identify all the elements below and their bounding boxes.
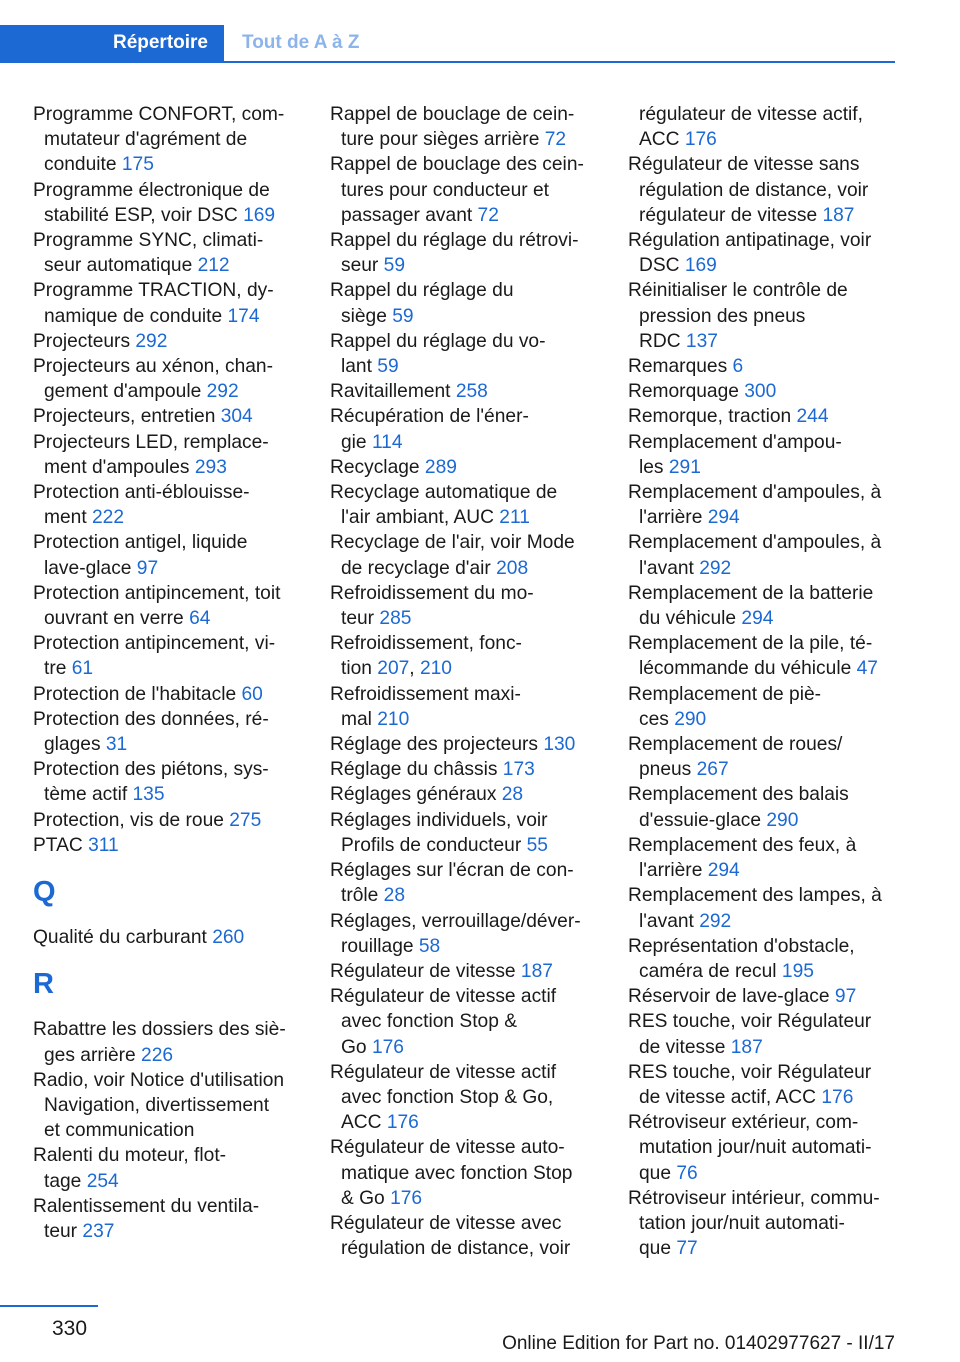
index-entry-text: Réinitialiser le contrôle de	[628, 280, 848, 302]
page-link[interactable]: 292	[699, 557, 732, 579]
index-entry-text: pression des pneus	[639, 305, 806, 327]
tab-tout-de-a-a-z[interactable]: Tout de A à Z	[242, 32, 360, 53]
index-entry	[628, 102, 898, 152]
index-entry-text: namique de conduite	[44, 305, 228, 327]
index-entry	[330, 152, 600, 228]
index-entry	[628, 833, 898, 883]
index-entry-text: Rappel du réglage du	[330, 280, 514, 302]
index-entry-text: Refroidissement maxi-	[330, 683, 521, 705]
index-entry	[628, 1060, 898, 1110]
page-link[interactable]: 176	[371, 1036, 404, 1058]
page-link[interactable]: 244	[796, 406, 829, 428]
index-entry-text: du véhicule	[639, 608, 742, 630]
index-entry-text: gie	[341, 431, 372, 453]
index-entry	[330, 530, 600, 580]
index-entry-text: Ralenti du moteur, flot-	[33, 1145, 227, 1167]
index-entry-text: matique avec fonction Stop	[341, 1162, 573, 1184]
index-column-2	[330, 102, 600, 1261]
index-entry	[33, 1068, 303, 1144]
index-entry-text: Ralentissement du ventila-	[33, 1195, 260, 1217]
index-entry	[330, 278, 600, 328]
index-entry	[33, 480, 303, 530]
index-entry-text: Rabattre les dossiers des siè-	[33, 1019, 286, 1041]
page-link[interactable]: 294	[707, 860, 740, 882]
index-entry-text: DSC	[639, 255, 685, 277]
page-link[interactable]: 72	[477, 204, 499, 226]
index-entry-text: Remorquage	[628, 381, 745, 403]
entries-p	[33, 102, 303, 858]
index-entry-text: l'arrière	[639, 860, 708, 882]
page-link[interactable]: 212	[197, 255, 230, 277]
page-link[interactable]: 289	[424, 456, 457, 478]
index-entry	[330, 455, 600, 480]
index-entry	[628, 228, 898, 278]
index-entry-text: l'avant	[639, 910, 700, 932]
index-entry-text: ges arrière	[44, 1044, 142, 1066]
index-entry-text: Refroidissement, fonc-	[330, 633, 522, 655]
page-link[interactable]: 300	[744, 381, 777, 403]
index-entry-text: Remplacement d'ampoules, à	[628, 482, 882, 504]
index-entry-text: que	[639, 1238, 677, 1260]
tab-bar	[0, 25, 895, 63]
index-entry-text: lant	[341, 356, 378, 378]
index-entry	[330, 682, 600, 732]
index-entry-text: tation jour/nuit automati-	[639, 1212, 845, 1234]
entries-q	[33, 925, 303, 950]
index-entry-text: Refroidissement du mo-	[330, 582, 534, 604]
index-entry-text: Protection antigel, liquide	[33, 532, 248, 554]
index-entry-text: Réglages généraux	[330, 784, 502, 806]
index-entry-text: rouillage	[341, 935, 419, 957]
index-entry: Refroidissement, fonc- tion 207, 210	[330, 633, 522, 680]
index-entry	[330, 984, 600, 1060]
page-link[interactable]: 176	[386, 1112, 419, 1134]
page-link[interactable]: 304	[220, 406, 253, 428]
page-link[interactable]: 293	[194, 456, 227, 478]
index-entry-text: passager avant	[341, 204, 478, 226]
page-link[interactable]: 28	[501, 784, 524, 806]
page-link[interactable]: 285	[379, 608, 412, 630]
index-entry-text: Représentation d'obstacle,	[628, 935, 855, 957]
index-entry-text: de vitesse actif, ACC	[639, 1086, 822, 1108]
index-entry	[330, 1211, 600, 1261]
page-link[interactable]: 311	[88, 834, 119, 856]
index-entry-text: Régulateur de vitesse sans	[628, 154, 860, 176]
index-entry-text: Réservoir de lave-glace	[628, 986, 835, 1008]
index-entry	[33, 278, 303, 328]
index-entry	[628, 883, 898, 933]
page-link[interactable]: 130	[543, 734, 576, 756]
index-entry	[330, 379, 600, 404]
index-column-3	[628, 102, 898, 1261]
index-entry-text: Réglages sur l'écran de con-	[330, 860, 574, 882]
page-number: 330	[52, 1317, 88, 1340]
index-entry-text: que	[639, 1162, 677, 1184]
index-entry	[330, 404, 600, 454]
index-entry-text: mutation jour/nuit automati-	[639, 1137, 872, 1159]
index-entry-text: Remplacement de roues/	[628, 734, 843, 756]
index-entry-text: Régulateur de vitesse actif	[330, 986, 557, 1008]
index-entry-text: Régulation antipatinage, voir	[628, 230, 872, 252]
index-entry-text: Régulateur de vitesse actif	[330, 1061, 557, 1083]
index-entry-text: siège	[341, 305, 393, 327]
page-link[interactable]: 210	[377, 708, 410, 730]
index-entry-text: Recyclage automatique de	[330, 482, 558, 504]
index-entry-text: seur automatique	[44, 255, 198, 277]
index-entry-text: Régulateur de vitesse avec	[330, 1212, 562, 1234]
tab-repertoire[interactable]	[0, 25, 224, 61]
index-entry	[33, 925, 303, 950]
page-link[interactable]: 294	[707, 507, 740, 529]
index-entry-text: Qualité du carburant	[33, 927, 213, 949]
index-entry-text: Rappel de bouclage de cein-	[330, 104, 575, 125]
index-entry-text: RES touche, voir Régulateur	[628, 1011, 872, 1033]
entries-r2	[330, 102, 600, 1261]
index-entry-text: Réglages individuels, voir	[330, 809, 548, 831]
page-link[interactable]: 135	[132, 784, 165, 806]
page-link[interactable]: 291	[668, 456, 701, 478]
index-entry-text: Remplacement des lampes, à	[628, 885, 882, 907]
index-entry	[628, 354, 898, 379]
index-entry-text: Récupération de l'éner-	[330, 406, 529, 428]
page-link[interactable]: 173	[502, 759, 535, 781]
page-link[interactable]: 187	[822, 204, 855, 226]
index-entry-text: Rappel du réglage du vo-	[330, 330, 546, 352]
index-entry-text: et communication	[44, 1120, 195, 1142]
index-entry-text: ACC	[639, 129, 685, 151]
page-link[interactable]: 76	[676, 1162, 698, 1184]
page-link[interactable]: 174	[227, 305, 260, 327]
index-entry-text: régulateur de vitesse	[639, 204, 823, 226]
index-entry	[330, 959, 600, 984]
index-entry-text: ACC	[341, 1112, 387, 1134]
page-link[interactable]: 175	[121, 154, 154, 176]
index-entry-text: Radio, voir Notice d'utilisation	[33, 1069, 285, 1091]
index-entry-text: régulation de distance, voir	[341, 1238, 571, 1260]
index-entry-text: tage	[44, 1170, 87, 1192]
page-link[interactable]: 237	[82, 1220, 115, 1242]
index-entry-text: Protection anti-éblouisse-	[33, 482, 250, 504]
page-link[interactable]: 275	[229, 809, 262, 831]
index-entry	[33, 833, 303, 858]
index-entry-text: tème actif	[44, 784, 133, 806]
index-entry	[33, 430, 303, 480]
index-entry	[33, 631, 303, 681]
page-link[interactable]: 254	[86, 1170, 119, 1192]
index-entry-text: gement d'ampoule	[44, 381, 207, 403]
index-entry-text: Remplacement de la batterie	[628, 582, 874, 604]
page-link[interactable]: 208	[496, 557, 529, 579]
index-entry-text: Rétroviseur extérieur, com-	[628, 1112, 859, 1134]
index-entry	[33, 1017, 303, 1067]
page-link[interactable]: 169	[243, 204, 276, 226]
index-entry	[628, 984, 898, 1009]
page-link[interactable]: 187	[730, 1036, 763, 1058]
index-entry	[33, 178, 303, 228]
index-entry-text: pneus	[639, 759, 697, 781]
index-entry-text: RES touche, voir Régulateur	[628, 1061, 872, 1083]
index-entry-text: glages	[44, 734, 106, 756]
index-entry-text: trôle	[341, 885, 384, 907]
page-link[interactable]: 187	[520, 960, 553, 982]
index-entry-text: teur	[341, 608, 380, 630]
index-entry	[628, 379, 898, 404]
page-link[interactable]: 176	[821, 1086, 854, 1108]
index-entry-text: Projecteurs au xénon, chan-	[33, 356, 273, 378]
index-entry-text: Réglage des projecteurs	[330, 734, 544, 756]
index-entry	[33, 808, 303, 833]
index-entry-text: Protection antipincement, vi-	[33, 633, 276, 655]
index-entry-text: Protection des données, ré-	[33, 708, 269, 730]
index-entry-text: régulateur de vitesse actif,	[639, 104, 863, 125]
index-entry-text: Projecteurs LED, remplace-	[33, 431, 269, 453]
page-link[interactable]: 260	[212, 927, 245, 949]
index-entry-text: Régulateur de vitesse auto-	[330, 1137, 565, 1159]
index-entry	[330, 329, 600, 379]
index-entry-text: caméra de recul	[639, 960, 782, 982]
index-entry	[628, 934, 898, 984]
index-entry-text: mutateur d'agrément de	[44, 129, 248, 151]
page-link[interactable]: 58	[418, 935, 441, 957]
page-link[interactable]: 59	[377, 356, 399, 378]
index-entry-text: Go	[341, 1036, 372, 1058]
index-entry	[330, 782, 600, 807]
index-entry	[330, 808, 600, 858]
page-link[interactable]: 60	[241, 683, 263, 705]
index-entry	[33, 757, 303, 807]
index-entry-text: Régulateur de vitesse	[330, 960, 521, 982]
index-entry-text: Remplacement de piè-	[628, 683, 822, 705]
page-link[interactable]: 77	[676, 1238, 698, 1260]
page-link[interactable]: 169	[684, 255, 717, 277]
index-column-1	[33, 102, 303, 1244]
entries-r3	[628, 102, 898, 1261]
page-link[interactable]: 292	[135, 330, 168, 352]
index-entry-text: Remplacement des feux, à	[628, 834, 857, 856]
index-entry-text: Recyclage de l'air, voir Mode	[330, 532, 575, 554]
index-entry	[330, 858, 600, 908]
index-entry	[628, 581, 898, 631]
index-entry	[330, 732, 600, 757]
page-link[interactable]: 72	[544, 129, 567, 151]
page-link[interactable]: 290	[674, 708, 707, 730]
page-link[interactable]: 137	[685, 330, 718, 352]
index-entry	[330, 1060, 600, 1136]
index-entry	[628, 480, 898, 530]
index-entry	[330, 480, 600, 530]
index-entry	[33, 530, 303, 580]
entries-r	[33, 1017, 303, 1244]
index-entry-text: ces	[639, 708, 675, 730]
index-entry-text: régulation de distance, voir	[639, 179, 869, 201]
index-entry	[330, 581, 600, 631]
index-entry-text: seur	[341, 255, 384, 277]
index-entry	[628, 152, 898, 228]
index-entry-text: Programme CONFORT, com-	[33, 104, 285, 125]
index-entry-text: lave-glace	[44, 557, 137, 579]
page-link[interactable]: 59	[392, 305, 414, 327]
page-link[interactable]: 176	[390, 1187, 423, 1209]
index-entry-text: Remplacement des balais	[628, 784, 849, 806]
page-link[interactable]: 195	[781, 960, 814, 982]
index-entry	[330, 909, 600, 959]
index-entry	[628, 782, 898, 832]
index-entry-text: Profils de conducteur	[341, 834, 527, 856]
index-entry-text: Recyclage	[330, 456, 425, 478]
index-entry	[330, 102, 600, 152]
index-entry-text: avec fonction Stop & Go,	[341, 1086, 554, 1108]
tab-repertoire-label: Répertoire	[112, 32, 208, 53]
index-entry	[33, 228, 303, 278]
index-entry-text: Projecteurs	[33, 330, 136, 352]
index-entry-text: Remplacement d'ampou-	[628, 431, 842, 453]
index-entry-text: Remorque, traction	[628, 406, 797, 428]
index-entry-text: lécommande du véhicule	[639, 658, 857, 680]
page-link[interactable]: 294	[741, 608, 774, 630]
edition-note: Online Edition for Part no. 01402977627 - II/17	[502, 1333, 895, 1354]
page-link[interactable]: 97	[136, 557, 159, 579]
index-entry	[33, 102, 303, 178]
index-entry-text: ment	[44, 507, 92, 529]
page-link[interactable]: 64	[189, 608, 211, 630]
page-link[interactable]: 292	[699, 910, 732, 932]
index-entry-text: avec fonction Stop &	[341, 1011, 517, 1033]
index-entry-text: ment d'ampoules	[44, 456, 195, 478]
page-link[interactable]: 207	[377, 658, 410, 680]
index-entry-text: mal	[341, 708, 378, 730]
index-entry	[330, 757, 600, 782]
index-entry-text: tre	[44, 658, 72, 680]
section-letter-q: Q	[33, 876, 56, 909]
index-entry-text: Rétroviseur intérieur, commu-	[628, 1187, 880, 1209]
page-link[interactable]: 55	[526, 834, 548, 856]
index-entry-text: Réglage du châssis	[330, 759, 503, 781]
index-entry	[33, 354, 303, 404]
index-entry-text: d'essuie-glace	[639, 809, 767, 831]
index-entry	[628, 404, 898, 429]
page-link[interactable]: 28	[383, 885, 406, 907]
page-link[interactable]: 59	[383, 255, 406, 277]
page-link[interactable]: 222	[92, 507, 125, 529]
index-entry-text: Remplacement d'ampoules, à	[628, 532, 882, 554]
index-entry-text: conduite	[44, 154, 122, 176]
index-entry-text: Programme TRACTION, dy-	[33, 280, 274, 302]
index-entry-text: tures pour conducteur et	[341, 179, 549, 201]
index-entry	[33, 1194, 303, 1244]
index-entry	[628, 732, 898, 782]
index-entry-text: Protection des piétons, sys-	[33, 759, 269, 781]
index-entry	[33, 707, 303, 757]
index-entry	[628, 682, 898, 732]
index-entry-text: l'arrière	[639, 507, 708, 529]
index-entry-text: Protection de l'habitacle	[33, 683, 242, 705]
index-entry-text: Rappel du réglage du rétrovi-	[330, 230, 579, 252]
index-entry-text: & Go	[341, 1187, 391, 1209]
page-link[interactable]: 267	[696, 759, 729, 781]
index-entry	[33, 1143, 303, 1193]
index-entry-text: ouvrant en verre	[44, 608, 190, 630]
page-link[interactable]: 114	[371, 431, 403, 453]
index-entry-text: l'avant	[639, 557, 700, 579]
index-entry-text: Programme électronique de	[33, 179, 270, 201]
page-link[interactable]: 6	[732, 356, 744, 378]
page-link[interactable]: 292	[206, 381, 239, 403]
index-entry-text: les	[639, 456, 669, 478]
page-link[interactable]: 31	[105, 734, 128, 756]
page-link[interactable]: 47	[856, 658, 878, 680]
index-entry-text: RDC	[639, 330, 686, 352]
index-entry-text: Rappel de bouclage des cein-	[330, 154, 584, 176]
index-entry	[33, 329, 303, 354]
page-link[interactable]: 258	[455, 381, 488, 403]
index-entry	[628, 1110, 898, 1186]
index-entry-text: Protection antipincement, toit	[33, 582, 281, 604]
index-entry	[628, 530, 898, 580]
footer-rule	[0, 1305, 98, 1307]
page-link[interactable]: 290	[766, 809, 799, 831]
index-entry	[330, 1135, 600, 1211]
index-entry-text: teur	[44, 1220, 83, 1242]
index-entry-text: de vitesse	[639, 1036, 731, 1058]
index-entry-text: stabilité ESP, voir DSC	[44, 204, 244, 226]
page-link[interactable]: 226	[141, 1044, 174, 1066]
page-link[interactable]: 61	[71, 658, 94, 680]
index-entry-text: ture pour sièges arrière	[341, 129, 545, 151]
page-link[interactable]: 97	[834, 986, 857, 1008]
index-entry	[628, 1009, 898, 1059]
index-entry-text: Projecteurs, entretien	[33, 406, 221, 428]
page-link[interactable]: 176	[684, 129, 717, 151]
index-entry-text: de recyclage d'air	[341, 557, 497, 579]
index-entry	[33, 581, 303, 631]
index-entry-text: tion	[341, 658, 378, 680]
index-entry	[628, 278, 898, 354]
index-entry-text: Remarques	[628, 356, 733, 378]
page-link[interactable]: 211	[499, 507, 530, 529]
index-entry-text: l'air ambiant, AUC	[341, 507, 500, 529]
index-entry-text: Remplacement de la pile, té-	[628, 633, 873, 655]
index-entry-text: PTAC	[33, 834, 89, 856]
index-entry	[33, 404, 303, 429]
index-entry-text: Ravitaillement	[330, 381, 456, 403]
index-entry-text: Navigation, divertissement	[44, 1094, 270, 1116]
index-entry	[628, 631, 898, 681]
index-entry	[628, 430, 898, 480]
index-entry	[330, 228, 600, 278]
index-entry-text: Protection, vis de roue	[33, 809, 230, 831]
page-link[interactable]: 210	[419, 658, 452, 680]
index-entry	[628, 1186, 898, 1262]
section-letter-r: R	[33, 968, 54, 1001]
index-entry-text: Réglages, verrouillage/déver-	[330, 910, 581, 932]
index-entry	[33, 682, 303, 707]
index-entry-text: Programme SYNC, climati-	[33, 230, 264, 252]
